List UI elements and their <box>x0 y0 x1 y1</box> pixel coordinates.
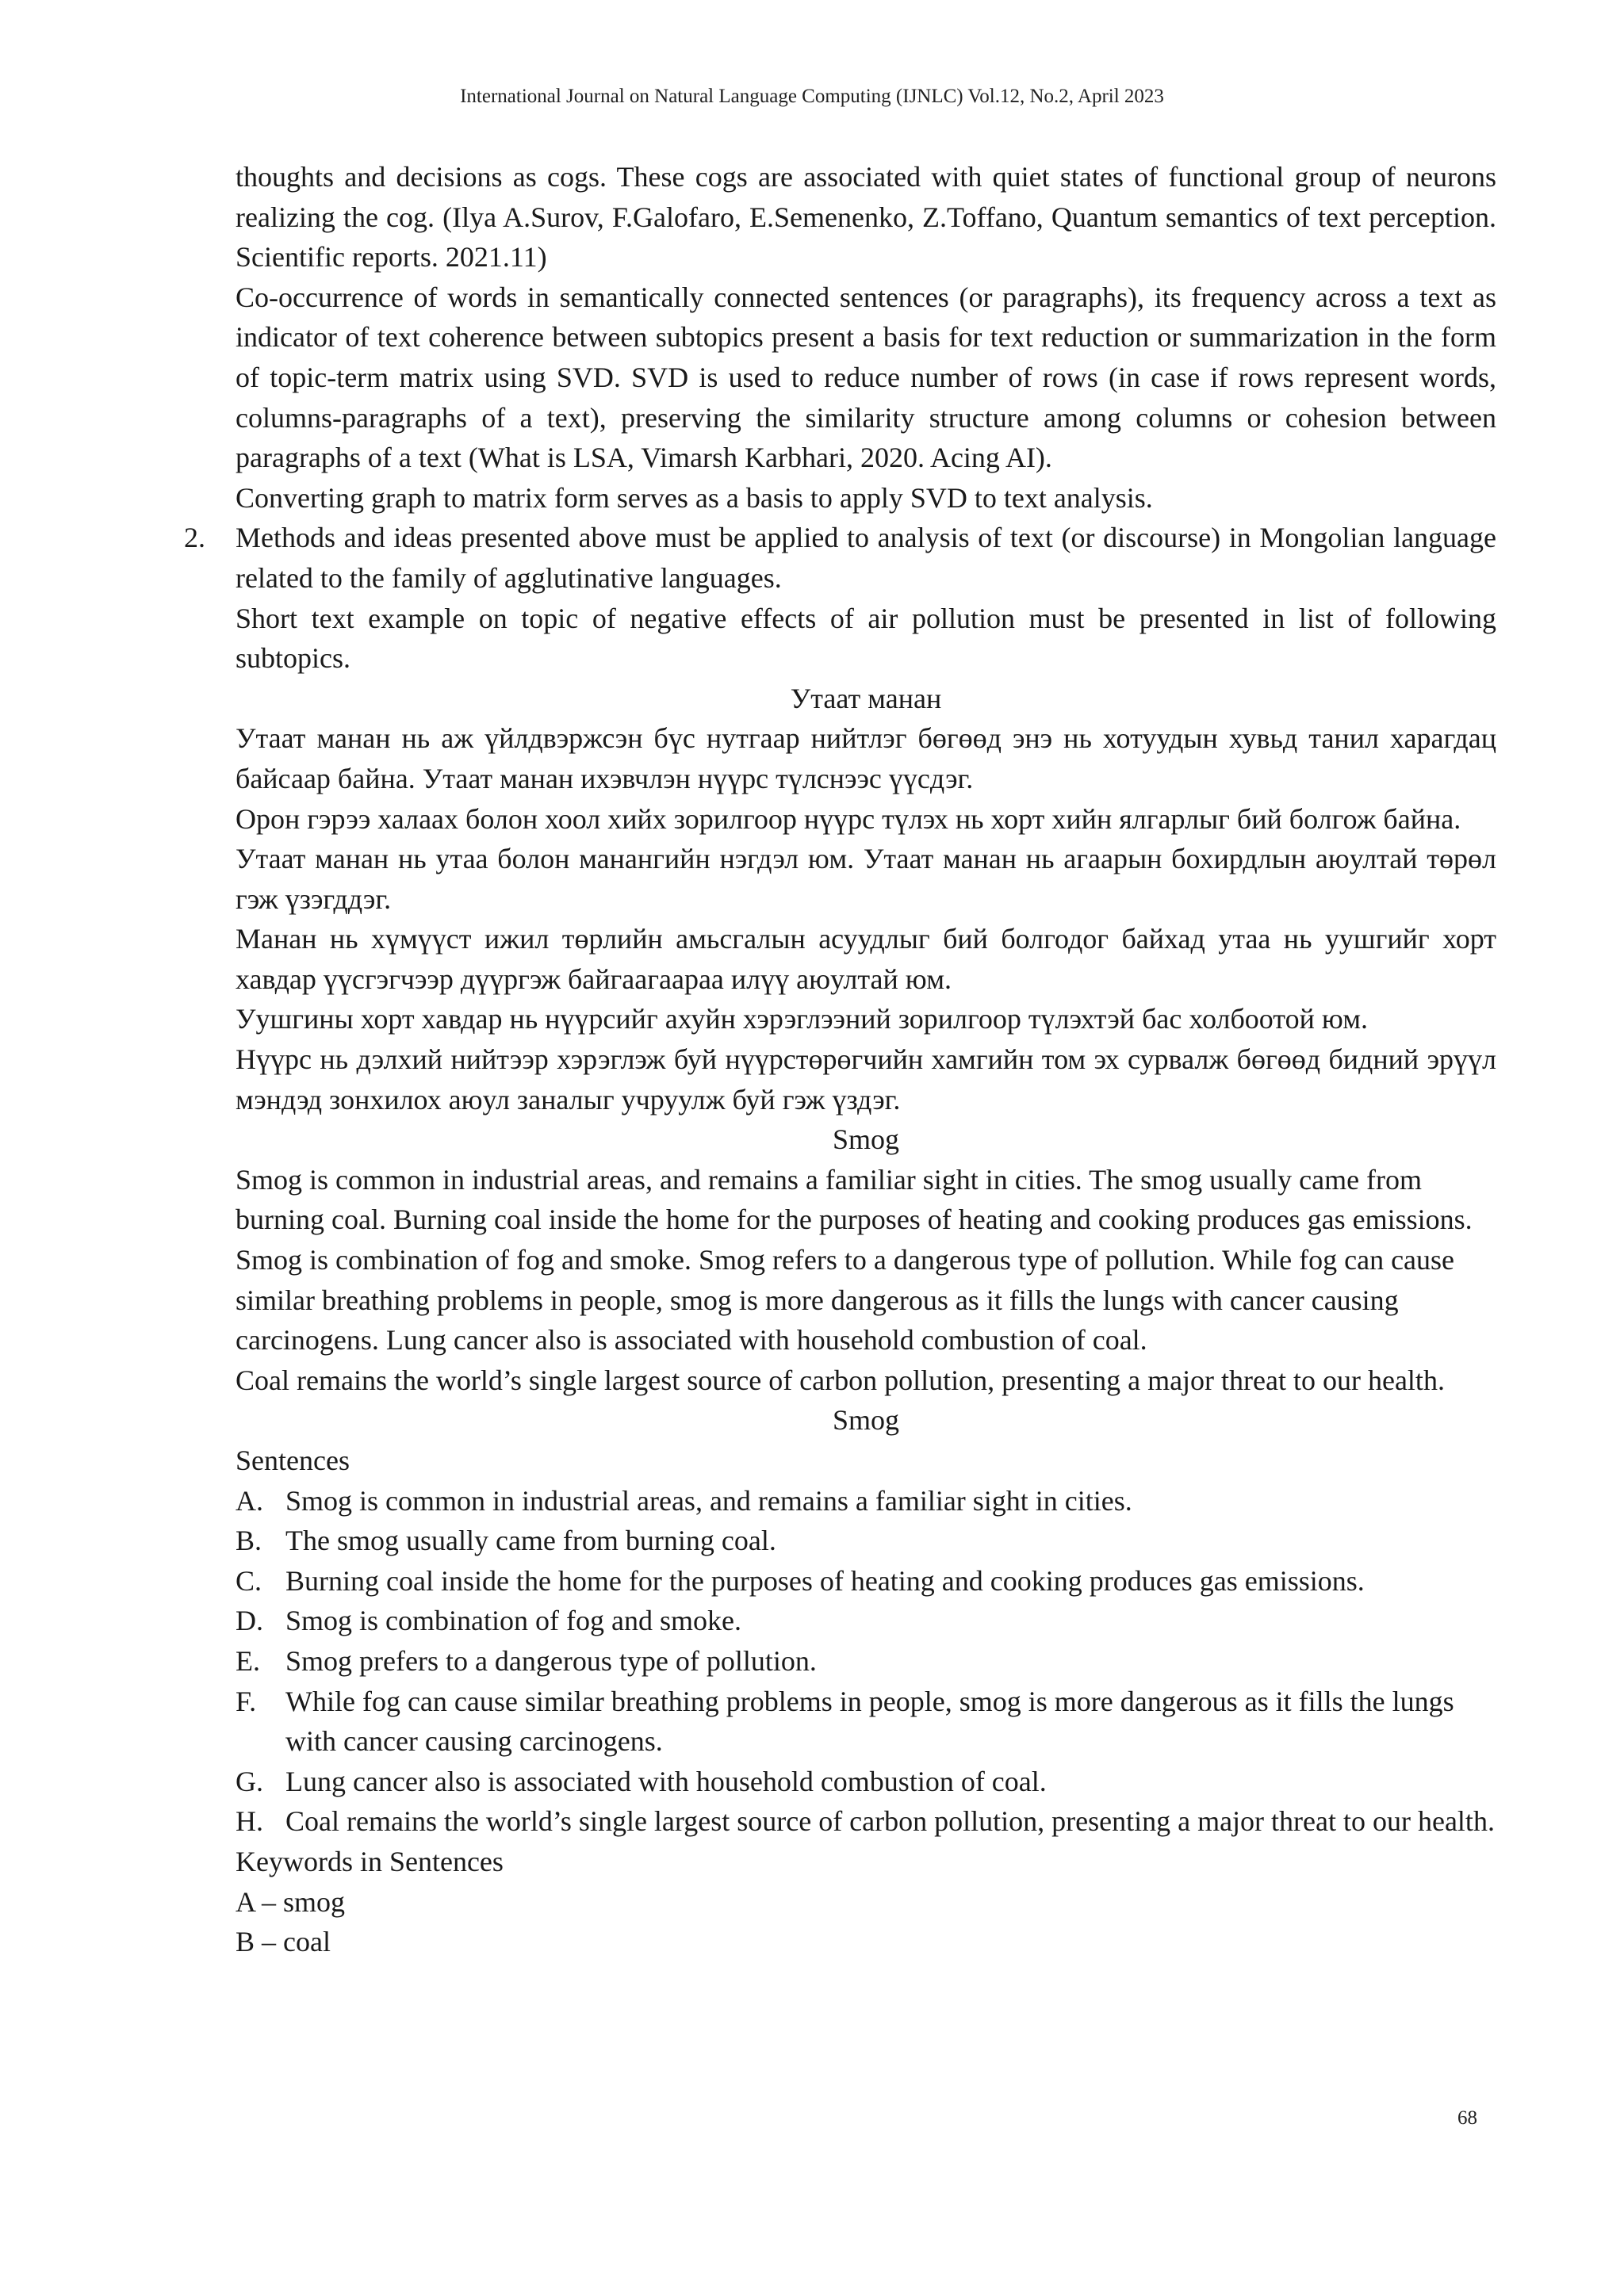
list-item <box>236 1801 1496 1842</box>
list-item-text: While fog can cause similar breathing problems in people, smog is more dangerous as it fills the lungs with cancer causing carcinogens. <box>285 1685 1454 1758</box>
paragraph: Short text example on topic of negative effects of air pollution must be presented in list of following subtopics. <box>236 602 1496 675</box>
sentence-list <box>236 1481 1496 1842</box>
list-marker: F. <box>236 1685 257 1717</box>
paragraph: Манан нь хүмүүст ижил төрлийн амьсгалын асуудлыг бий болгодог байхад утаа нь уушгийг хорт хавдар үүсгэгчээр дүүргэж байгаагаараа илүү аюултай юм. <box>236 923 1496 995</box>
list-marker: C. <box>236 1564 262 1597</box>
sentences-heading: Sentences <box>236 1445 350 1476</box>
list-item <box>236 1521 1496 1561</box>
list-item <box>236 1641 1496 1682</box>
keyword-line: B – coal <box>236 1926 331 1958</box>
paragraph: Converting graph to matrix form serves as a basis to apply SVD to text analysis. <box>236 481 1153 514</box>
section-title-english: Smog <box>832 1123 900 1156</box>
paragraph: Co-occurrence of words in semantically connected sentences (or paragraphs), its frequency across a text as indicator of text coherence between subtopics present a basis for text reduction or summarization in the form of topic-term matrix using SVD. SVD is used to reduce number of rows (in case if rows represent words, columns-paragraphs of a text), preserving the similarity structure among columns or cohesion between paragraphs of a text (What is LSA, Vimarsh Karbhari, 2020. Acing AI). <box>236 281 1496 474</box>
list-item-text: Smog is combination of fog and smoke. <box>285 1605 741 1637</box>
list-marker: H. <box>236 1805 263 1838</box>
paragraph: Утаат манан нь утаа болон манангийн нэгдэл юм. Утаат манан нь агаарын бохирдлын аюултай төрөл гэж үзэгддэг. <box>236 843 1496 915</box>
paragraph: Нүүрс нь дэлхий нийтээр хэрэглэж буй нүүрстөрөгчийн хамгийн том эх сурвалж бөгөөд бидний эрүүл мэндэд зонхилох аюул заналыг учруулж буй гэж үздэг. <box>236 1043 1496 1115</box>
paragraph: Smog is common in industrial areas, and remains a familiar sight in cities. The smog usually came from burning coal. Burning coal inside the home for the purposes of heating and cooking produces gas emissions. <box>236 1163 1473 1236</box>
list-item-text: Coal remains the world’s single largest source of carbon pollution, presenting a major threat to our health. <box>285 1805 1495 1838</box>
list-item <box>236 1682 1496 1762</box>
list-item-text: Lung cancer also is associated with household combustion of coal. <box>285 1765 1047 1797</box>
list-item-text: Smog prefers to a dangerous type of pollution. <box>285 1644 817 1677</box>
running-header: International Journal on Natural Language Computing (IJNLC) Vol.12, No.2, April 2023 <box>460 86 1164 107</box>
page-number: 68 <box>1457 2107 1477 2129</box>
list-marker: G. <box>236 1765 263 1797</box>
item-number: 2. <box>184 522 205 554</box>
list-item-text: The smog usually came from burning coal. <box>285 1525 776 1557</box>
keywords-heading: Keywords in Sentences <box>236 1845 504 1877</box>
paragraph: Уушгины хорт хавдар нь нүүрсийг ахуйн хэрэглээний зорилгоор түлэхтэй бас холбоотой юм. <box>236 1003 1369 1035</box>
list-marker: E. <box>236 1644 260 1677</box>
keyword-line: A – smog <box>236 1885 346 1918</box>
section-title-sentences: Smog <box>832 1404 900 1437</box>
paragraph: thoughts and decisions as cogs. These cogs are associated with quiet states of functional group of neurons realizing the cog. (Ilya A.Surov, F.Galofaro, E.Semenenko, Z.Toffano, Quantum semantics of text perception. Scientific reports. 2021.11) <box>236 161 1496 274</box>
paragraph: Smog is combination of fog and smoke. Smog refers to a dangerous type of pollution. While fog can cause similar breathing problems in people, smog is more dangerous as it fills the lungs with cancer causing carcinogens. Lung cancer also is associated with household combustion of coal. <box>236 1244 1455 1357</box>
section-title-mongolian: Утаат манан <box>790 682 942 714</box>
list-item-text: Smog is common in industrial areas, and remains a familiar sight in cities. <box>285 1484 1132 1517</box>
paragraph: Methods and ideas presented above must be applied to analysis of text (or discourse) in Mongolian language related to the family of agglutinative languages. <box>236 522 1496 594</box>
list-item <box>236 1601 1496 1641</box>
list-item <box>236 1762 1496 1802</box>
list-marker: A. <box>236 1484 263 1517</box>
numbered-item-2 <box>184 518 1496 678</box>
list-marker: B. <box>236 1525 262 1557</box>
page-body <box>184 157 1496 1962</box>
list-marker: D. <box>236 1605 263 1637</box>
list-item <box>236 1481 1496 1521</box>
list-item-text: Burning coal inside the home for the purposes of heating and cooking produces gas emissions. <box>285 1564 1365 1597</box>
paragraph: Утаат манан нь аж үйлдвэржсэн бүс нутгаар нийтлэг бөгөөд энэ нь хотуудын хувьд танил харагдац байсаар байна. Утаат манан ихэвчлэн нүүрс түлснээс үүсдэг. <box>236 722 1496 794</box>
paragraph: Coal remains the world’s single largest source of carbon pollution, presenting a major threat to our health. <box>236 1364 1445 1396</box>
paragraph: Орон гэрээ халаах болон хоол хийх зорилгоор нүүрс түлэх нь хорт хийн ялгарлыг бий болгож байна. <box>236 802 1461 835</box>
list-item <box>236 1561 1496 1601</box>
